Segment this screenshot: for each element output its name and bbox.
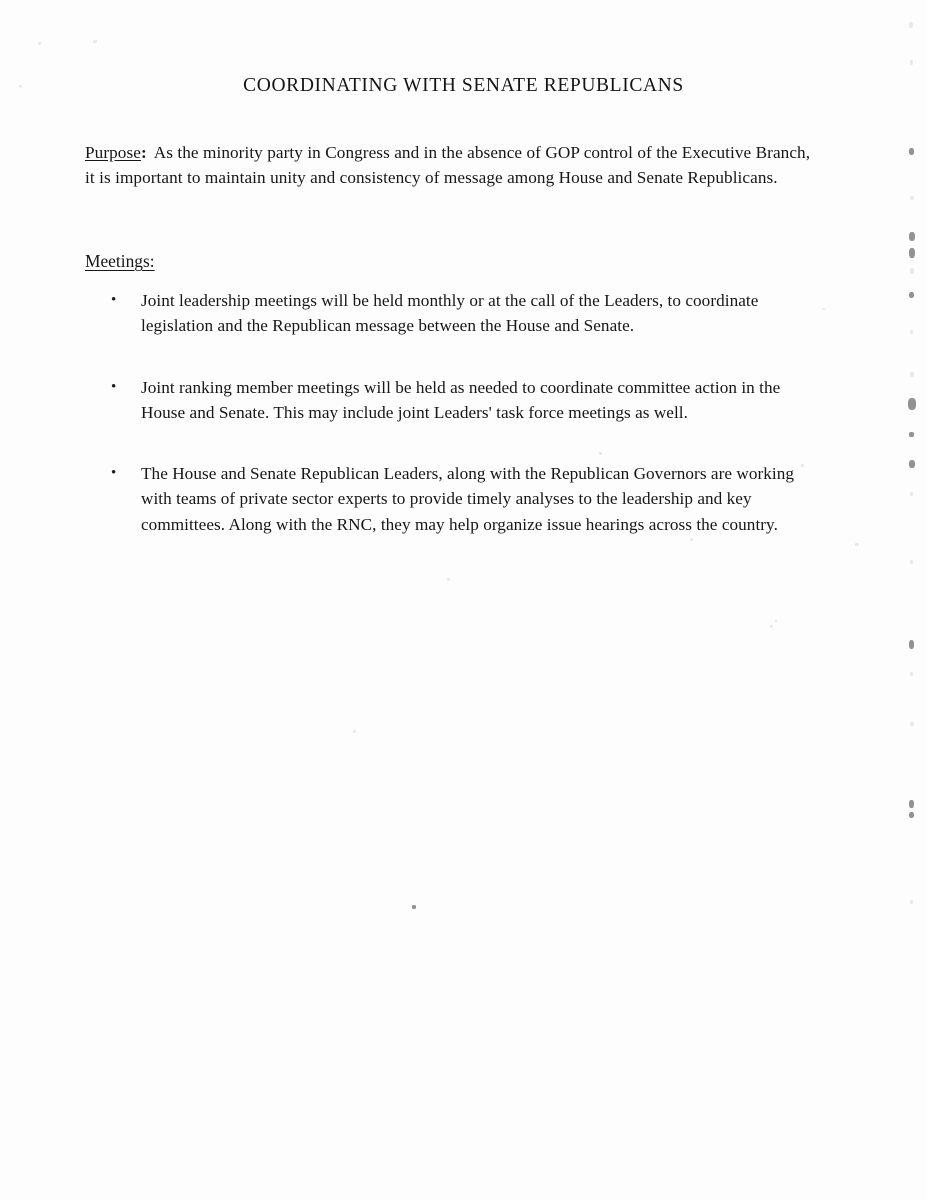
scan-speck [910,60,913,65]
scan-speck [909,432,914,437]
scan-speck [909,248,915,258]
scan-speck [910,722,914,726]
purpose-section [85,140,820,190]
page-title: COORDINATING WITH SENATE REPUBLICANS [243,75,684,96]
purpose-colon: : [140,143,147,162]
scan-edge-noise [907,0,921,1200]
scan-speck [909,232,915,241]
scan-speck [910,372,914,377]
bullet-icon: • [111,465,117,482]
list-item [85,375,825,426]
scan-speck [908,398,916,410]
scan-speck [855,543,859,546]
purpose-paragraph [85,140,820,190]
meetings-heading: Meetings: [85,251,155,271]
meetings-bullet-list [85,288,825,537]
list-item [85,461,825,537]
scan-speck [447,578,450,581]
scan-speck [412,905,416,909]
list-item-text: Joint ranking member meetings will be held as needed to coordinate committee action in the House and Senate. This may include joint Leaders' task force meetings as well. [141,377,781,422]
scan-speck [775,620,777,622]
list-item [85,288,825,339]
scan-speck [909,292,914,298]
meetings-heading-wrapper [85,249,155,274]
scan-speck [910,560,913,564]
scan-speck [910,268,914,274]
scan-speck [910,672,913,676]
scan-speck [353,730,356,733]
list-item-text: The House and Senate Republican Leaders, along with the Republican Governors are working with teams of private sector experts to provide timely analyses to the leadership and key committees. Along with the RNC, they may help organize issue hearings across the country. [141,464,795,534]
scan-speck [909,812,914,818]
list-item-text: Joint leadership meetings will be held monthly or at the call of the Leaders, to coordinate legislation and the Republican message between the House and Senate. [141,291,759,336]
scan-speck [910,900,913,904]
bullet-icon: • [111,378,117,395]
scan-speck [909,22,913,28]
scan-speck [910,196,914,200]
purpose-label: Purpose [85,143,141,162]
scan-speck [909,460,915,468]
scan-speck [690,538,693,541]
scan-speck [910,492,913,496]
bullet-icon: • [111,292,117,308]
scan-speck [93,40,97,43]
scan-speck [909,640,914,649]
scan-speck [909,800,914,808]
scan-speck [38,42,41,45]
scan-speck [770,625,773,628]
purpose-text: As the minority party in Congress and in the absence of GOP control of the Executive Branch, it is important to maintain unity and consistency of message among House and Senate Republicans. [85,143,811,188]
scan-speck [910,330,913,334]
scan-speck [909,148,914,155]
